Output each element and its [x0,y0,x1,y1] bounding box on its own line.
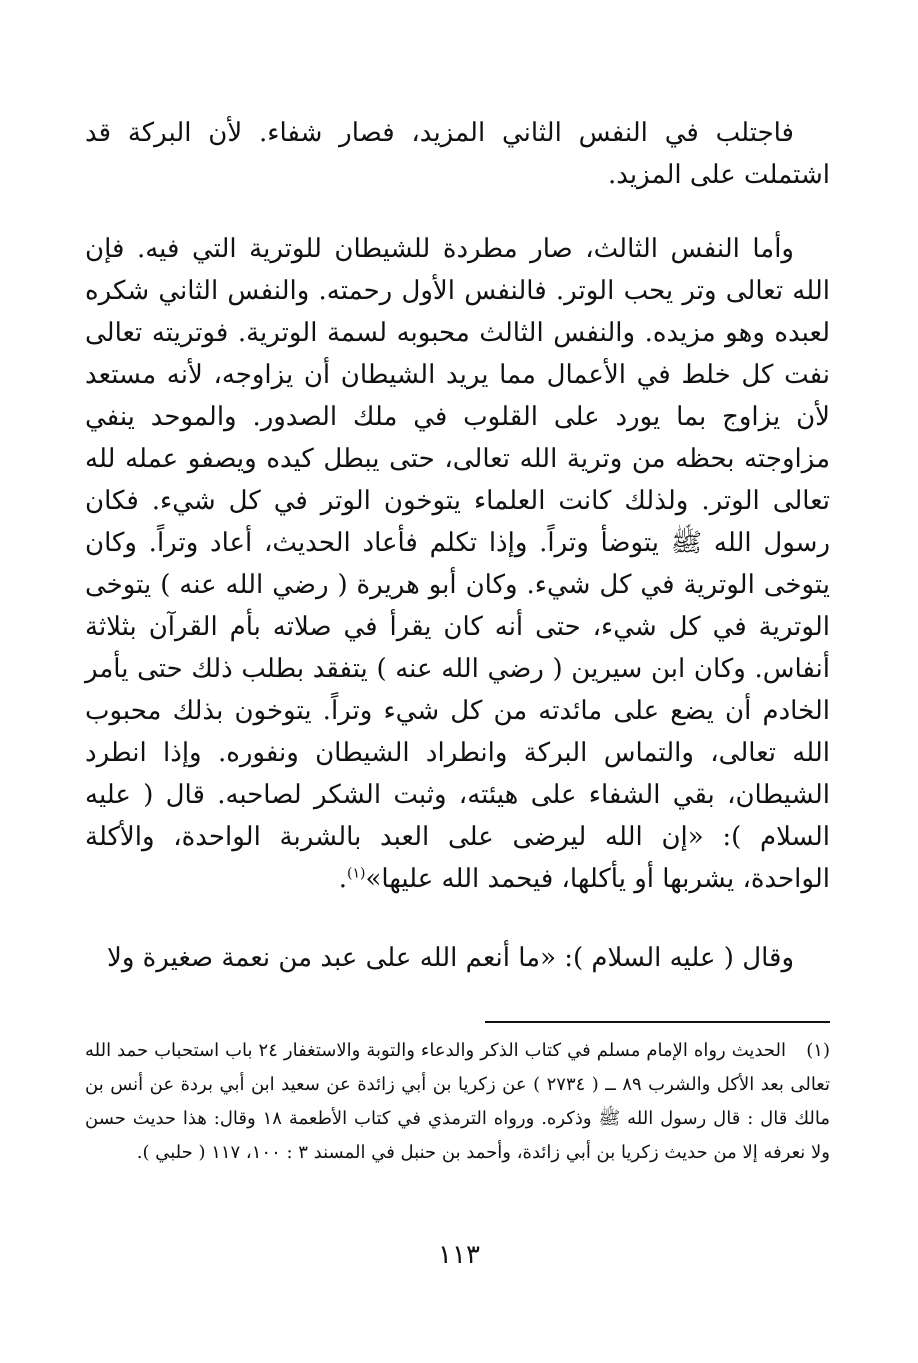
footnote-text: الحديث رواه الإمام مسلم في كتاب الذكر والدعاء والتوبة والاستغفار ٢٤ باب استحباب حمد الله تعالى بعد الأكل والشرب ٨٩ ــ ( ٢٧٣٤ ) عن زكريا بن أبي زائدة عن سعيد ابن أبي بردة عن أنس بن مالك قال : قال رسول الله ﷺ وذكره. ورواه الترمذي في كتاب الأطعمة ١٨ وقال: هذا حديث حسن ولا نعرفه إلا من حديث زكريا بن أبي زائدة، وأحمد بن حنبل في المسند ٣ : ١٠٠، ١١٧ ( حلبي ). [85,1040,830,1163]
footnote-number: (١) [806,1040,830,1061]
paragraph-2-end: . [338,864,348,894]
paragraph-1: فاجتلب في النفس الثاني المزيد، فصار شفاء. لأن البركة قد اشتملت على المزيد. [85,118,830,190]
paragraph-2 [85,228,830,900]
footnote-reference: (١) [347,865,366,882]
paragraph-2-text: وأما النفس الثالث، صار مطردة للشيطان للوترية التي فيه. فإن الله تعالى وتر يحب الوتر. فالنفس الأول رحمته. والنفس الثاني شكره لعبده وهو مزيده. والنفس الثالث محبوبه لسمة الوترية. فوتريته تعالى نفت كل خلط في الأعمال مما يريد الشيطان أن يزاوجه، لأنه مستعد لأن يزاوج بما يورد على القلوب في ملك الصدور. والموحد ينفي مزاوجته بحظه من وترية الله تعالى، حتى يبطل كيده ويصفو عمله لله تعالى الوتر. ولذلك كانت العلماء يتوخون الوتر في كل شيء. فكان رسول الله ﷺ يتوضأ وتراً. وإذا تكلم فأعاد الحديث، أعاد وتراً. وكان يتوخى الوترية في كل شيء. وكان أبو هريرة ( رضي الله عنه ) يتوخى الوترية في كل شيء، حتى أنه كان يقرأ في صلاته بأم القرآن بثلاثة أنفاس. وكان ابن سيرين ( رضي الله عنه ) يتفقد بطلب ذلك حتى يأمر الخادم أن يضع على مائدته من كل شيء وتراً. يتوخون بذلك محبوب الله تعالى، والتماس البركة وانطراد الشيطان ونفوره. وإذا انطرد الشيطان، بقي الشفاء على هيئته، وثبت الشكر لصاحبه. قال ( عليه السلام ): «إن الله ليرضى على العبد بالشربة الواحدة، والأكلة الواحدة، يشربها أو يأكلها، فيحمد الله عليها» [85,234,830,894]
paragraph-3: وقال ( عليه السلام ): «ما أنعم الله على عبد من نعمة صغيرة ولا [107,943,794,973]
footnote-item [85,1034,830,1170]
footnotes-section [85,1034,830,1170]
footnote-divider [485,1021,830,1023]
page-number: ١١٣ [438,1240,480,1270]
